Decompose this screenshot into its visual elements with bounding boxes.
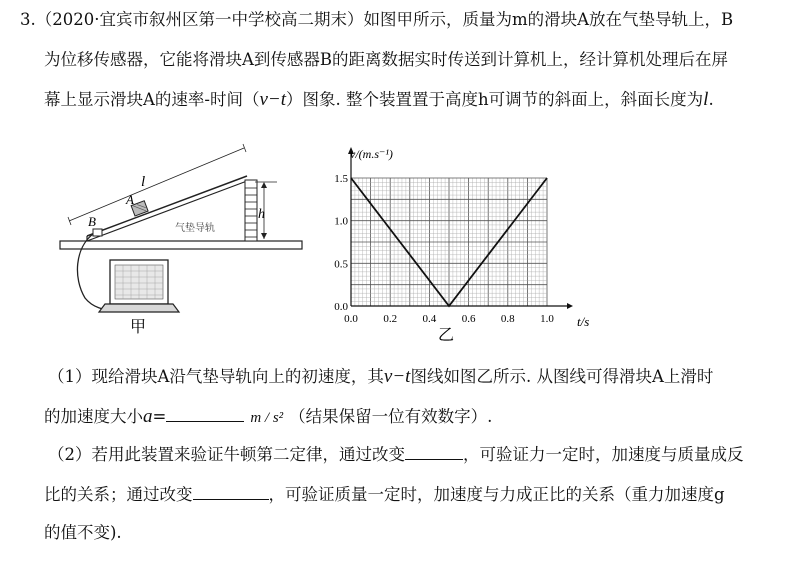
part2-text-b: ，可验证力一定时，加速度与质量成反 [463, 445, 744, 464]
question-intro-3a: 幕上显示滑块A的速率-时间（ [44, 90, 260, 109]
caption-yi: 乙 [438, 327, 455, 343]
part1-line-1 [48, 365, 713, 389]
question-line-1 [20, 8, 733, 32]
y-tick-label: 0.0 [334, 301, 348, 313]
y-tick-label: 1.5 [334, 173, 348, 185]
part1-text-a: （1）现给滑块A沿气垫导轨向上的初速度，其 [48, 367, 384, 386]
part2-line-3 [44, 521, 122, 545]
x-axis-arrow [567, 303, 573, 309]
accel-unit: m / s² [250, 410, 284, 426]
equals-sign: = [152, 407, 167, 426]
question-source: （2020·宜宾市叙州区第一中学校高二期末） [35, 10, 364, 29]
part2-line-1 [48, 443, 744, 467]
question-intro-3-end: . [708, 90, 714, 109]
part1-text-d: （结果保留一位有效数字）. [289, 407, 493, 426]
x-tick-label: 0.4 [422, 313, 437, 325]
rail-label: 气垫导轨 [175, 223, 215, 234]
y-axis-label: v/(m.s⁻¹) [350, 147, 393, 161]
part2-text-d: ，可验证质量一定时，加速度与力成正比的关系（重力加速度g [268, 485, 725, 504]
question-intro-2: 为位移传感器，它能将滑块A到传感器B的距离数据实时传送到计算机上，经计算机处理后在屏 [44, 50, 729, 69]
figure-yi-chart [315, 138, 615, 343]
part2-text-c: 比的关系；通过改变 [44, 485, 193, 504]
accel-symbol: a [143, 406, 153, 427]
part1-line-2 [44, 405, 492, 430]
answer-blank-1[interactable] [405, 443, 463, 460]
question-intro-3b: ）图象. 整个装置置于高度h可调节的斜面上，斜面长度为 [286, 90, 704, 109]
part2-text-a: （2）若用此装置来验证牛顿第二定律，通过改变 [48, 445, 405, 464]
question-line-3 [44, 88, 714, 112]
part2-line-2 [44, 483, 725, 507]
answer-blank-2[interactable] [193, 483, 269, 500]
label-l: l [141, 174, 146, 190]
x-axis-label: t/s [577, 314, 590, 329]
figure-jia [55, 138, 345, 343]
x-tick-label: 0.0 [344, 313, 358, 325]
label-h: h [258, 207, 265, 222]
part1-text-b: 图线如图乙所示. 从图线可得滑块A上滑时 [410, 367, 714, 386]
question-line-2 [44, 48, 728, 72]
accel-answer-blank[interactable] [166, 405, 244, 422]
y-tick-label: 1.0 [334, 215, 348, 228]
vt-symbol: v−t [259, 89, 287, 110]
label-B: B [88, 214, 96, 229]
x-tick-label: 0.8 [500, 313, 515, 325]
question-intro-1: 如图甲所示，质量为m的滑块A放在气垫导轨上，B [363, 10, 734, 29]
length-symbol: l [703, 89, 709, 110]
caption-jia: 甲 [130, 319, 147, 336]
question-number: 3. [20, 10, 36, 29]
label-A: A [126, 192, 134, 207]
x-tick-label: 1.0 [540, 313, 554, 325]
x-tick-label: 0.6 [461, 313, 476, 325]
x-tick-label: 0.2 [383, 313, 398, 325]
y-tick-label: 0.5 [334, 258, 348, 271]
part1-text-c: 的加速度大小 [44, 407, 143, 426]
part2-text-e: 的值不变). [44, 523, 122, 542]
part1-vt-symbol: v−t [383, 366, 411, 387]
